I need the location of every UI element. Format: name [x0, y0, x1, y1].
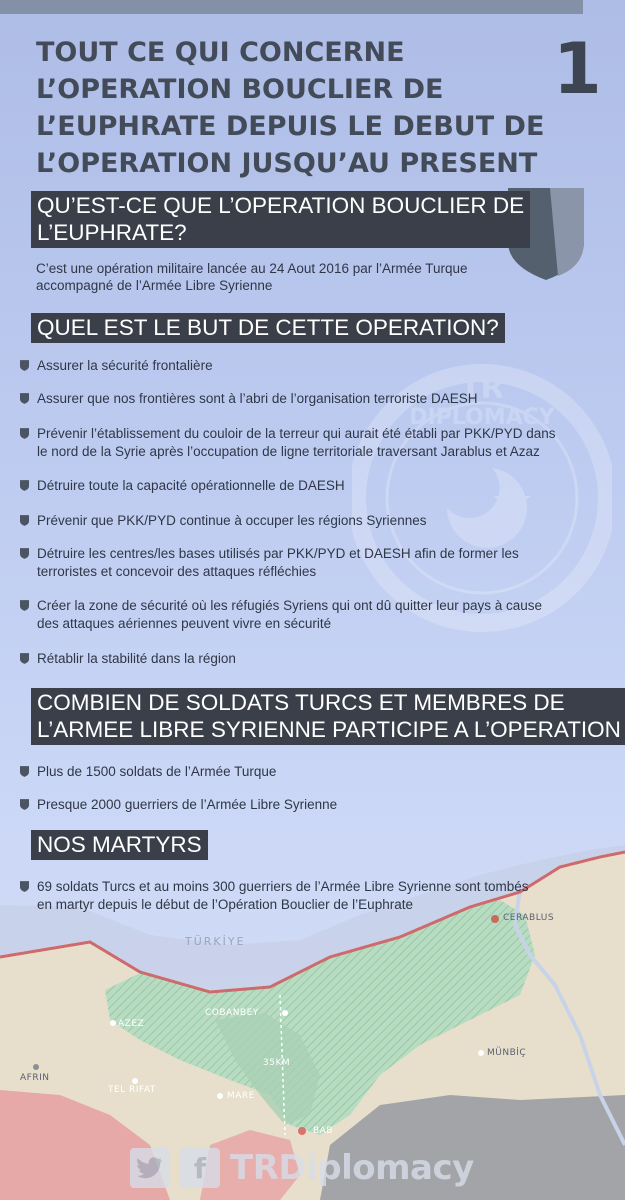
bullet-shield-icon	[20, 653, 29, 664]
list-item-text: Assurer que nos frontières sont à l’abri de l’organisation terroriste DAESH	[37, 391, 478, 406]
title-line: L’OPERATION JUSQU’AU PRESENT	[36, 148, 538, 179]
map-place-label: TEL RIFAT	[108, 1085, 156, 1095]
bullet-shield-icon	[20, 799, 29, 810]
bullet-shield-icon	[20, 548, 29, 559]
brand-name: TRDiplomacy	[230, 1148, 474, 1188]
map-country-name: TÜRKİYE	[185, 935, 246, 948]
map-place-label: BAB	[313, 1126, 334, 1136]
list-item-text: Prévenir l’établissement du couloir de la terreur qui aurait été établi par PKK/PYD dans	[37, 426, 556, 441]
section-what-text	[36, 260, 468, 294]
heading-line: QU’EST-CE QUE L’OPERATION BOUCLIER DE	[37, 193, 525, 218]
watermark-top-text: TR	[460, 371, 504, 406]
list-item-text: Prévenir que PKK/PYD continue à occuper les régions Syriennes	[37, 513, 427, 528]
bullet-shield-icon	[20, 360, 29, 371]
bullet-shield-icon	[20, 428, 29, 439]
map-place-label: 35KM	[263, 1058, 291, 1068]
map-place-label: AFRIN	[20, 1073, 50, 1083]
list-item-text: Créer la zone de sécurité où les réfugiés Syriens qui ont dû quitter leur pays à cause	[37, 598, 543, 613]
list-item-text: Détruire toute la capacité opérationnelle de DAESH	[37, 478, 345, 493]
text-line: accompagné de l’Armée Libre Syrienne	[36, 278, 273, 293]
list-item	[20, 796, 597, 814]
list-item	[20, 650, 597, 668]
map-place-label: MÜNBİÇ	[487, 1048, 527, 1058]
title-line: L’EUPHRATE DEPUIS LE DEBUT DE	[36, 111, 545, 142]
bullet-shield-icon	[20, 515, 29, 526]
heading-line: L’EUPHRATE?	[37, 220, 187, 245]
section-heading-martyrs	[31, 830, 208, 860]
footer-social	[130, 1148, 474, 1188]
list-item	[20, 512, 597, 530]
list-item-text: Rétablir la stabilité dans la région	[37, 651, 236, 666]
heading-line: COMBIEN DE SOLDATS TURCS ET MEMBRES DE	[37, 690, 565, 715]
list-item-text: le nord de la Syrie après l’occupation de ligne territoriale traversant Jarablus et Azaz	[37, 444, 540, 459]
list-item	[20, 390, 597, 408]
bullet-shield-icon	[20, 881, 29, 892]
section-heading-what	[31, 191, 530, 248]
heading-line: NOS MARTYRS	[37, 832, 202, 857]
twitter-icon[interactable]	[130, 1148, 170, 1188]
list-item-text: en martyr depuis le début de l’Opération Bouclier de l’Euphrate	[37, 897, 413, 912]
page-title	[36, 34, 596, 182]
list-item	[20, 357, 597, 375]
title-line: L’OPERATION BOUCLIER DE	[36, 74, 444, 105]
page-number: 1	[553, 28, 602, 110]
heading-line: L’ARMEE LIBRE SYRIENNE PARTICIPE A L’OPERATION	[37, 717, 621, 742]
map-place-label: MARE	[227, 1091, 255, 1101]
top-bar	[0, 0, 583, 14]
facebook-glyph: f	[193, 1151, 207, 1185]
list-item-text: des attaques aériennes peuvent vivre en sécurité	[37, 616, 332, 631]
section-heading-soldiers	[31, 688, 625, 745]
map-place-label: COBANBEY	[205, 1008, 259, 1018]
list-item-text: Presque 2000 guerriers de l’Armée Libre Syrienne	[37, 797, 338, 812]
list-item	[20, 545, 597, 581]
list-item-text: 69 soldats Turcs et au moins 300 guerriers de l’Armée Libre Syrienne sont tombés	[37, 879, 529, 894]
heading-line: QUEL EST LE BUT DE CETTE OPERATION?	[37, 315, 499, 340]
list-item-text: Détruire les centres/les bases utilisés par PKK/PYD et DAESH afin de former les	[37, 546, 519, 561]
section-heading-goal	[31, 313, 505, 343]
list-item	[20, 763, 597, 781]
list-item-text: terroristes et concevoir des attaques réfléchies	[37, 564, 317, 579]
bullet-shield-icon	[20, 480, 29, 491]
map-place-label: CERABLUS	[503, 913, 555, 923]
bullet-shield-icon	[20, 600, 29, 611]
list-item	[20, 477, 597, 495]
text-line: C’est une opération militaire lancée au 24 Aout 2016 par l’Armée Turque	[36, 261, 468, 276]
list-item-text: Assurer la sécurité frontalière	[37, 358, 213, 373]
list-item	[20, 425, 597, 461]
title-line: TOUT CE QUI CONCERNE	[36, 37, 405, 68]
bullet-shield-icon	[20, 393, 29, 404]
list-item	[20, 878, 597, 914]
list-item	[20, 597, 597, 633]
bullet-shield-icon	[20, 766, 29, 777]
map-place-label: AZEZ	[118, 1019, 145, 1029]
list-item-text: Plus de 1500 soldats de l’Armée Turque	[37, 764, 277, 779]
watermark-bottom-text: DIPLOMACY	[409, 405, 555, 430]
facebook-icon[interactable]	[180, 1148, 220, 1188]
